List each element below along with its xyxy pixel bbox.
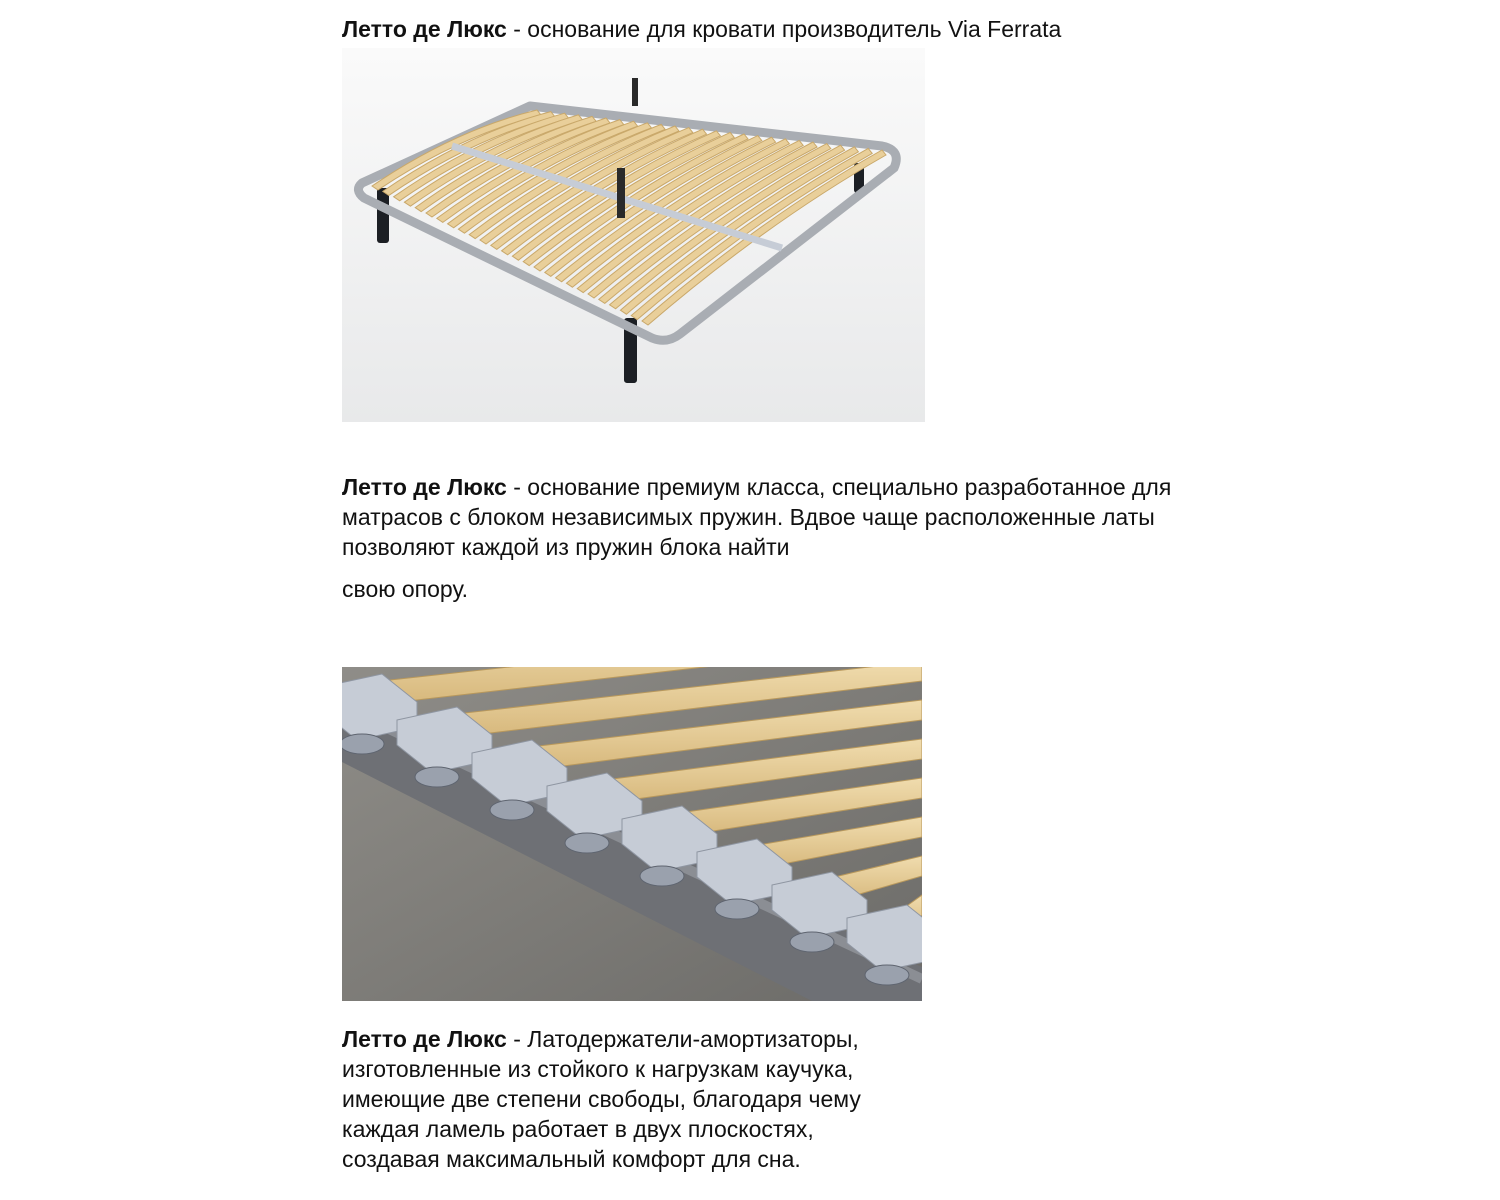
description-block-3 — [342, 1024, 902, 1174]
product-title: Летто де Люкс — [342, 1026, 507, 1052]
slat-holders-closeup-photo — [342, 667, 922, 1001]
description-block-2 — [342, 472, 1202, 604]
bed-base-photo — [342, 48, 925, 422]
product-title: Летто де Люкс — [342, 474, 507, 500]
description-text: - Латодержатели-амортизаторы, изготовленные из стойкого к нагрузкам каучука, имеющие две степени свободы, благодаря чему каждая ламель работает в двух плоскостях, создавая максимальный комфорт для сна. — [342, 1026, 861, 1172]
product-subtitle: - основание для кровати производитель Via Ferrata — [506, 16, 1062, 42]
description-text-end: свою опору. — [342, 576, 469, 602]
description-text: - основание премиум класса, специально разработанное для матрасов с блоком независимых пружин. Вдвое чаще расположенные латы позволяют каждой из пружин блока найти — [342, 474, 1172, 560]
heading-block-1 — [342, 14, 1061, 44]
product-title: Летто де Люкс — [342, 16, 507, 42]
